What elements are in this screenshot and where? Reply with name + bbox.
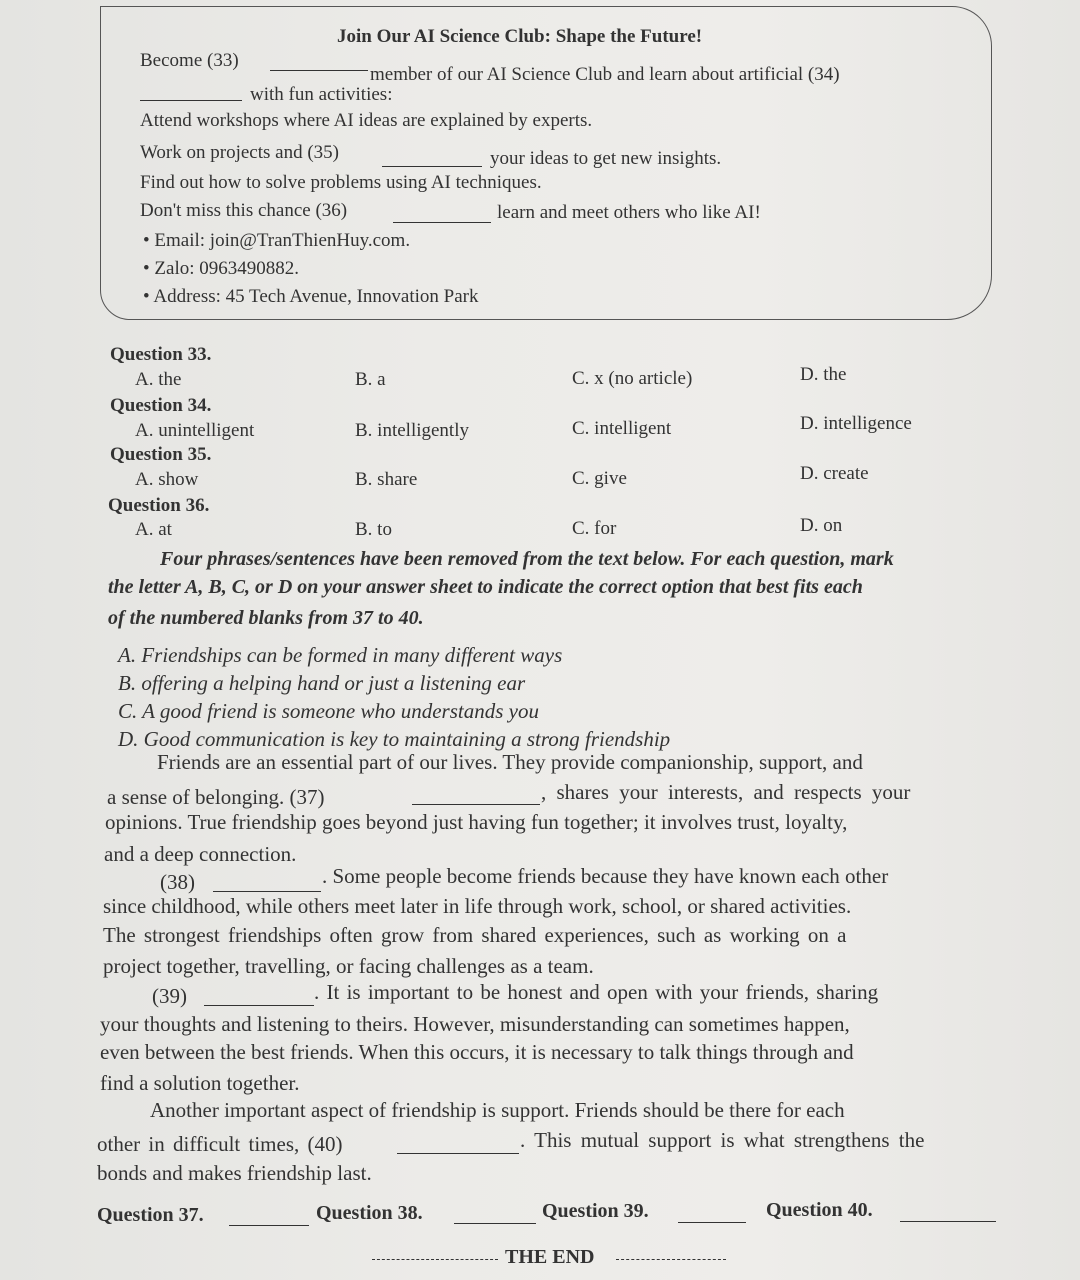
passage-line-5b: . Some people become friends because they have known each other xyxy=(322,864,889,888)
q35-option-a: A. show xyxy=(135,469,199,490)
question-35-label: Question 35. xyxy=(110,444,212,465)
notice-zalo: • Zalo: 0963490882. xyxy=(143,258,299,279)
q35-option-c: C. give xyxy=(572,468,627,489)
instruction-line-2: the letter A, B, C, or D on your answer sheet to indicate the correct option that best fits each xyxy=(108,576,863,598)
passage-line-2b: , shares your interests, and respects your xyxy=(541,780,911,804)
q33-option-d: D. the xyxy=(800,364,847,385)
question-33-label: Question 33. xyxy=(110,344,212,365)
phrase-option-a: A. Friendships can be formed in many different ways xyxy=(118,643,563,667)
notice-title: Join Our AI Science Club: Shape the Future! xyxy=(337,26,703,47)
answer-39-label: Question 39. xyxy=(542,1200,649,1222)
answer-40-label: Question 40. xyxy=(766,1199,873,1221)
blank-37 xyxy=(412,804,540,805)
notice-line-1a: Become (33) xyxy=(140,50,239,71)
answer-39-blank xyxy=(678,1222,746,1223)
blank-38 xyxy=(213,891,321,892)
phrase-option-c: C. A good friend is someone who understands you xyxy=(118,699,539,723)
q36-option-b: B. to xyxy=(355,519,392,540)
passage-line-13: Another important aspect of friendship is support. Friends should be there for each xyxy=(150,1098,845,1122)
q34-option-b: B. intelligently xyxy=(355,420,469,441)
question-34-label: Question 34. xyxy=(110,395,212,416)
passage-line-10: your thoughts and listening to theirs. However, misunderstanding can sometimes happen, xyxy=(100,1012,850,1036)
q34-option-a: A. unintelligent xyxy=(135,420,255,441)
passage-line-4: and a deep connection. xyxy=(104,842,297,866)
notice-email: • Email: join@TranThienHuy.com. xyxy=(143,230,411,251)
notice-line-5: Find out how to solve problems using AI techniques. xyxy=(140,172,542,193)
passage-line-12: find a solution together. xyxy=(100,1071,300,1095)
end-dash-left xyxy=(372,1259,498,1260)
blank-39 xyxy=(204,1005,314,1006)
notice-line-4b: your ideas to get new insights. xyxy=(490,148,722,169)
passage-line-2a: a sense of belonging. (37) xyxy=(107,785,325,809)
blank-40 xyxy=(397,1153,519,1154)
answer-37-label: Question 37. xyxy=(97,1204,204,1226)
blank-36 xyxy=(393,222,491,223)
answer-38-blank xyxy=(454,1223,536,1224)
passage-line-5a: (38) xyxy=(160,870,195,894)
q34-option-c: C. intelligent xyxy=(572,418,672,439)
instruction-line-3: of the numbered blanks from 37 to 40. xyxy=(108,607,424,629)
passage-line-1: Friends are an essential part of our lives. They provide companionship, support, and xyxy=(157,750,863,774)
passage-line-11: even between the best friends. When this occurs, it is necessary to talk things through and xyxy=(100,1040,854,1064)
notice-line-3: Attend workshops where AI ideas are explained by experts. xyxy=(140,110,593,131)
answer-37-blank xyxy=(229,1225,309,1226)
notice-line-4a: Work on projects and (35) xyxy=(140,142,339,163)
q36-option-c: C. for xyxy=(572,518,617,539)
notice-line-6a: Don't miss this chance (36) xyxy=(140,200,348,221)
q36-option-a: A. at xyxy=(135,519,172,540)
passage-line-15: bonds and makes friendship last. xyxy=(97,1161,372,1185)
instruction-line-1: Four phrases/sentences have been removed from the text below. For each question, mark xyxy=(160,548,894,570)
end-dash-right xyxy=(616,1259,726,1260)
q36-option-d: D. on xyxy=(800,515,843,536)
notice-line-2: with fun activities: xyxy=(250,84,393,105)
q33-option-b: B. a xyxy=(355,369,386,390)
q33-option-a: A. the xyxy=(135,369,182,390)
passage-line-3: opinions. True friendship goes beyond just having fun together; it involves trust, loyalty, xyxy=(105,810,848,834)
notice-address: • Address: 45 Tech Avenue, Innovation Park xyxy=(143,286,479,307)
q34-option-d: D. intelligence xyxy=(800,413,912,434)
blank-35 xyxy=(382,166,482,167)
passage-line-6: since childhood, while others meet later in life through work, school, or shared activities. xyxy=(103,894,852,918)
question-36-label: Question 36. xyxy=(108,495,210,516)
answer-38-label: Question 38. xyxy=(316,1202,423,1224)
passage-line-7: The strongest friendships often grow from shared experiences, such as working on a xyxy=(103,923,847,947)
q35-option-b: B. share xyxy=(355,469,418,490)
passage-line-8: project together, travelling, or facing challenges as a team. xyxy=(103,954,594,978)
passage-line-14b: . This mutual support is what strengthens the xyxy=(520,1128,925,1152)
passage-line-9a: (39) xyxy=(152,984,187,1008)
notice-line-6b: learn and meet others who like AI! xyxy=(497,202,761,223)
answer-40-blank xyxy=(900,1221,996,1222)
q33-option-c: C. x (no article) xyxy=(572,368,693,389)
passage-line-9b: . It is important to be honest and open with your friends, sharing xyxy=(314,980,879,1004)
the-end-label: THE END xyxy=(505,1246,595,1268)
q35-option-d: D. create xyxy=(800,463,869,484)
notice-line-1b: member of our AI Science Club and learn about artificial (34) xyxy=(370,64,840,85)
phrase-option-d: D. Good communication is key to maintaining a strong friendship xyxy=(118,727,671,751)
blank-33 xyxy=(270,70,368,71)
phrase-option-b: B. offering a helping hand or just a listening ear xyxy=(118,671,526,695)
passage-line-14a: other in difficult times, (40) xyxy=(97,1132,343,1156)
blank-34 xyxy=(140,100,242,101)
